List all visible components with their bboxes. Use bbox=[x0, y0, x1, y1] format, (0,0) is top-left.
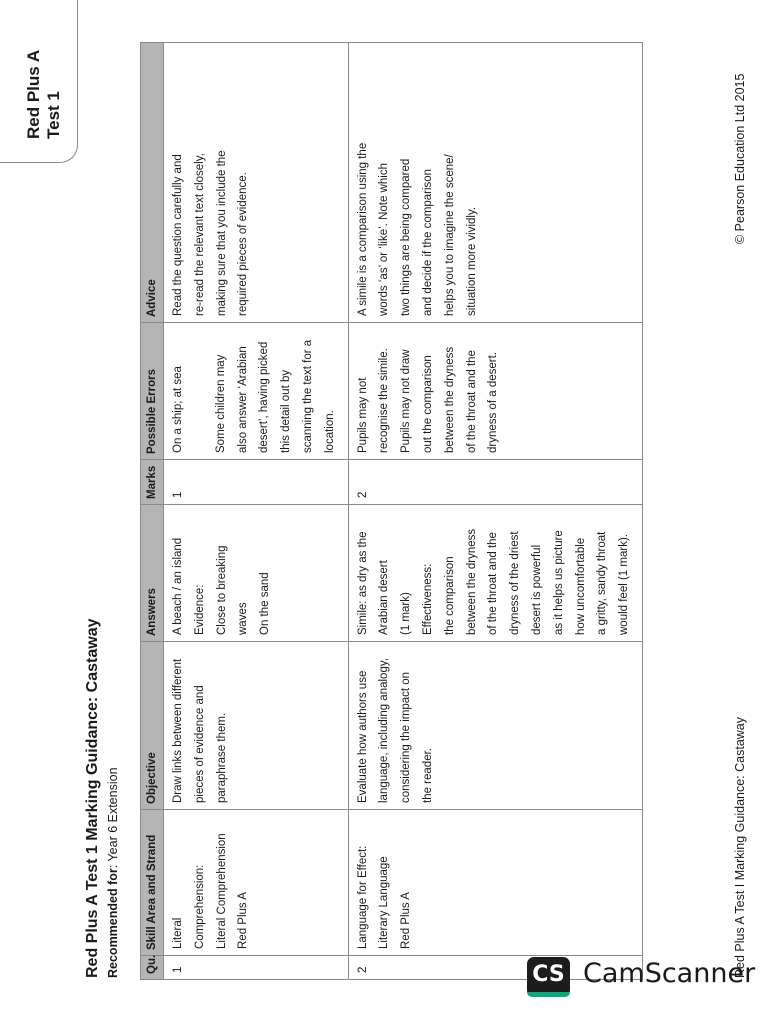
tab-title-line2: Test 1 bbox=[44, 91, 63, 139]
cell-line: scanning the text for a bbox=[301, 339, 314, 453]
header-objective: Objective bbox=[141, 642, 164, 810]
cell-advice bbox=[348, 43, 642, 323]
cell-advice bbox=[164, 43, 349, 323]
cell-line: between the dryness bbox=[443, 346, 456, 453]
header-advice: Advice bbox=[141, 43, 164, 323]
cell-line: Language for Effect: bbox=[356, 845, 369, 949]
cell-line: the reader. bbox=[421, 748, 434, 803]
cell-line: dryness of the driest bbox=[509, 531, 522, 635]
cell-line: this detail out by bbox=[280, 369, 293, 453]
cell-line: the comparison bbox=[443, 556, 456, 635]
cell-line: pieces of evidence and bbox=[193, 685, 206, 803]
cell-line: language, including analogy, bbox=[378, 658, 391, 803]
cell-line: words ‘as’ or ‘like’. Note which bbox=[378, 163, 391, 316]
cell-line: Red Plus A bbox=[400, 892, 413, 949]
cell-line: Arabian desert bbox=[378, 560, 391, 635]
cell-line: and decide if the comparison bbox=[421, 168, 434, 316]
table-row bbox=[164, 43, 349, 980]
cell-line: Pupils may not bbox=[356, 377, 369, 453]
cell-line: Effectiveness: bbox=[421, 563, 434, 635]
cell-line: situation more vividly. bbox=[465, 206, 478, 316]
cell-line: Simile: as dry as the bbox=[356, 531, 369, 635]
cell-line: helps you to imagine the scene/ bbox=[443, 154, 456, 316]
line-gap bbox=[190, 327, 211, 453]
cell-line: two things are being compared bbox=[400, 158, 413, 316]
cell-errors bbox=[348, 323, 642, 460]
cell-answers bbox=[348, 505, 642, 642]
header-skill: Skill Area and Strand bbox=[141, 810, 164, 956]
cell-marks: 1 bbox=[164, 460, 349, 505]
cell-line: Pupils may not draw bbox=[400, 349, 413, 453]
cell-line: paraphrase them. bbox=[215, 712, 228, 803]
recommended-for bbox=[106, 767, 120, 978]
cell-line: Literary Language bbox=[378, 856, 391, 949]
header-qu: Qu. bbox=[141, 956, 164, 980]
cell-line: considering the impact on bbox=[400, 671, 413, 803]
cell-line: Literal Comprehension bbox=[215, 833, 228, 949]
header-answers: Answers bbox=[141, 505, 164, 642]
cell-line: Red Plus A bbox=[237, 892, 250, 949]
cell-line: how uncomfortable bbox=[574, 537, 587, 635]
cell-line: A beach / an island bbox=[172, 537, 184, 635]
cell-line: Some children may bbox=[214, 354, 227, 453]
cell-line: out the comparison bbox=[421, 355, 434, 453]
cell-objective bbox=[164, 642, 349, 810]
cell-line: On a ship; at sea bbox=[172, 366, 184, 453]
cell-line: desert’, having picked bbox=[258, 341, 271, 453]
cell-line: (1 mark) bbox=[400, 592, 413, 635]
camscanner-logo-text: CS bbox=[532, 962, 565, 987]
cell-line: a gritty, sandy throat bbox=[596, 531, 609, 635]
cell-line: would feel (1 mark). bbox=[618, 534, 631, 635]
table-row bbox=[348, 43, 642, 980]
cell-line: of the throat and the bbox=[487, 532, 500, 635]
cell-line: recognise the simile. bbox=[378, 348, 391, 453]
header-marks: Marks bbox=[141, 460, 164, 505]
cell-line: dryness of a desert. bbox=[487, 352, 500, 453]
cell-qu: 1 bbox=[164, 956, 349, 980]
document-title: Red Plus A Test 1 Marking Guidance: Castaway bbox=[84, 618, 101, 978]
footer-copyright: © Pearson Education Ltd 2015 bbox=[733, 73, 747, 244]
footer-left: Red Plus A Test I Marking Guidance: Castaway bbox=[733, 716, 747, 978]
header-errors: Possible Errors bbox=[141, 323, 164, 460]
cell-line: also answer ‘Arabian bbox=[236, 346, 249, 453]
cell-line: A simile is a comparison using the bbox=[356, 142, 369, 316]
recommended-label: Recommended for bbox=[106, 868, 120, 978]
camscanner-name: CamScanner bbox=[583, 958, 756, 989]
camscanner-logo bbox=[527, 957, 570, 997]
cell-qu: 2 bbox=[348, 956, 642, 980]
cell-line: required pieces of evidence. bbox=[237, 172, 250, 316]
cell-line: desert is powerful bbox=[530, 544, 543, 635]
cell-line: Comprehension: bbox=[193, 864, 206, 949]
cell-line: Draw links between different bbox=[172, 658, 184, 803]
cell-line: Evaluate how authors use bbox=[356, 670, 369, 803]
cell-marks: 2 bbox=[348, 460, 642, 505]
cell-skill bbox=[348, 810, 642, 956]
cell-line: Evidence: bbox=[193, 584, 206, 635]
cell-answers bbox=[164, 505, 349, 642]
cell-line: location. bbox=[323, 410, 336, 453]
marking-table bbox=[140, 42, 643, 980]
tab-title-line1: Red Plus A bbox=[24, 49, 43, 139]
cell-line: Close to breaking bbox=[215, 545, 228, 635]
cell-line: waves bbox=[237, 602, 250, 635]
logo-accent-bar bbox=[527, 992, 570, 997]
cell-line: Read the question carefully and bbox=[172, 154, 184, 316]
cell-objective bbox=[348, 642, 642, 810]
cell-line: On the sand bbox=[259, 572, 272, 635]
table-header-row bbox=[141, 43, 164, 980]
cell-skill bbox=[164, 810, 349, 956]
cell-line: making sure that you include the bbox=[215, 150, 228, 316]
cell-line: Literal bbox=[172, 917, 184, 949]
cell-line: of the throat and the bbox=[465, 350, 478, 453]
recommended-value: : Year 6 Extension bbox=[106, 767, 120, 869]
cell-line: between the dryness bbox=[465, 528, 478, 635]
cell-line: as it helps us picture bbox=[552, 530, 565, 635]
cell-line: re-read the relevant text closely, bbox=[193, 153, 206, 316]
cell-errors bbox=[164, 323, 349, 460]
